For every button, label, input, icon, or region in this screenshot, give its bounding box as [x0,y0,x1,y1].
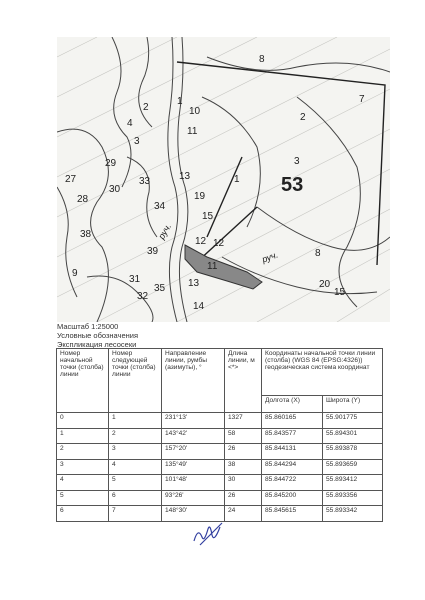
map-label: 14 [193,301,205,312]
cell-latitude: 55.893342 [323,506,383,522]
cell-next-point: 5 [109,475,162,491]
map-drawing [57,37,390,322]
table-row [57,413,383,429]
map-label: 33 [139,176,151,187]
cell-longitude: 85.845615 [262,506,323,522]
map-label: 31 [129,274,141,285]
cell-direction: 143°42' [162,428,225,444]
cell-next-point: 3 [109,444,162,460]
table-row [57,490,383,506]
map-label: 34 [154,201,166,212]
map-label: 11 [207,261,218,272]
map-label: 9 [72,268,78,279]
map-label: 19 [194,191,206,202]
map-label: 13 [188,278,200,289]
map-label: 1 [177,96,183,107]
map-label: 15 [202,211,214,222]
table-row [57,428,383,444]
cell-length: 26 [225,444,262,460]
cell-length: 58 [225,428,262,444]
table-row [57,459,383,475]
scale-caption: Масштаб 1:25000 [57,322,119,331]
map-label: 7 [359,94,365,105]
cell-longitude: 85.844722 [262,475,323,491]
cell-latitude: 55.894301 [323,428,383,444]
cell-next-point: 6 [109,490,162,506]
cell-longitude: 85.844131 [262,444,323,460]
map-label: 3 [134,136,140,147]
map-label: 2 [300,112,306,123]
forest-plot-map [57,37,390,322]
cell-next-point: 2 [109,428,162,444]
cell-direction: 93°26' [162,490,225,506]
cell-longitude: 85.860165 [262,413,323,429]
cell-next-point: 4 [109,459,162,475]
cell-latitude: 55.901775 [323,413,383,429]
map-label: 30 [109,184,121,195]
cell-start-point: 6 [57,506,109,522]
cell-direction: 157°20' [162,444,225,460]
cell-direction: 135°49' [162,459,225,475]
map-label: 29 [105,158,117,169]
explication-caption: Экспликация лесосеки [57,340,137,349]
cell-start-point: 1 [57,428,109,444]
cell-latitude: 55.893659 [323,459,383,475]
map-label: 12 [195,236,207,247]
map-label: 35 [154,283,166,294]
header-longitude: Долгота (X) [262,396,323,413]
cell-next-point: 1 [109,413,162,429]
map-label: 10 [189,106,201,117]
cell-length: 26 [225,490,262,506]
cell-direction: 101°48' [162,475,225,491]
map-label: 38 [80,229,92,240]
header-length: Длина линии, м <*> [225,349,262,413]
stream-label: руч. [260,249,280,265]
table-row [57,444,383,460]
cell-latitude: 55.893412 [323,475,383,491]
map-label: 11 [187,126,198,137]
map-label: 32 [137,291,149,302]
plot-number-label: 53 [281,174,304,196]
cell-latitude: 55.893356 [323,490,383,506]
cell-longitude: 85.844294 [262,459,323,475]
stream-label: руч. [156,221,174,241]
cell-start-point: 2 [57,444,109,460]
cell-direction: 148°30' [162,506,225,522]
map-label: 8 [315,248,321,259]
map-label: 1 [234,174,240,185]
cell-longitude: 85.845200 [262,490,323,506]
map-label: 20 [319,279,331,290]
header-coordinates: Координаты начальной точки линии (столба) (WGS 84 (EPSG:4326)) геодезическая система координат [262,349,383,396]
header-latitude: Широта (Y) [323,396,383,413]
map-label: 12 [213,238,225,249]
cell-length: 1327 [225,413,262,429]
explication-table [56,348,383,522]
cell-length: 24 [225,506,262,522]
cell-start-point: 4 [57,475,109,491]
cell-longitude: 85.843577 [262,428,323,444]
cell-next-point: 7 [109,506,162,522]
header-start-point: Номер начальной точки (столба) линии [57,349,109,413]
map-label: 4 [127,118,133,129]
map-label: 13 [179,171,191,182]
cell-length: 38 [225,459,262,475]
table-row [57,475,383,491]
map-label: 3 [294,156,300,167]
legend-caption: Условные обозначения [57,331,139,340]
cell-start-point: 3 [57,459,109,475]
map-label: 2 [143,102,149,113]
cell-start-point: 0 [57,413,109,429]
map-label: 28 [77,194,89,205]
map-label: 39 [147,246,159,257]
cell-start-point: 5 [57,490,109,506]
cell-length: 30 [225,475,262,491]
map-label: 8 [259,54,265,65]
cell-latitude: 55.893878 [323,444,383,460]
signature [190,519,230,547]
cell-direction: 231°13' [162,413,225,429]
map-label: 15 [334,287,346,298]
header-next-point: Номер следующей точки (столба) линии [109,349,162,413]
header-direction: Направление линии, румбы (азимуты), ° [162,349,225,413]
map-label: 27 [65,174,77,185]
